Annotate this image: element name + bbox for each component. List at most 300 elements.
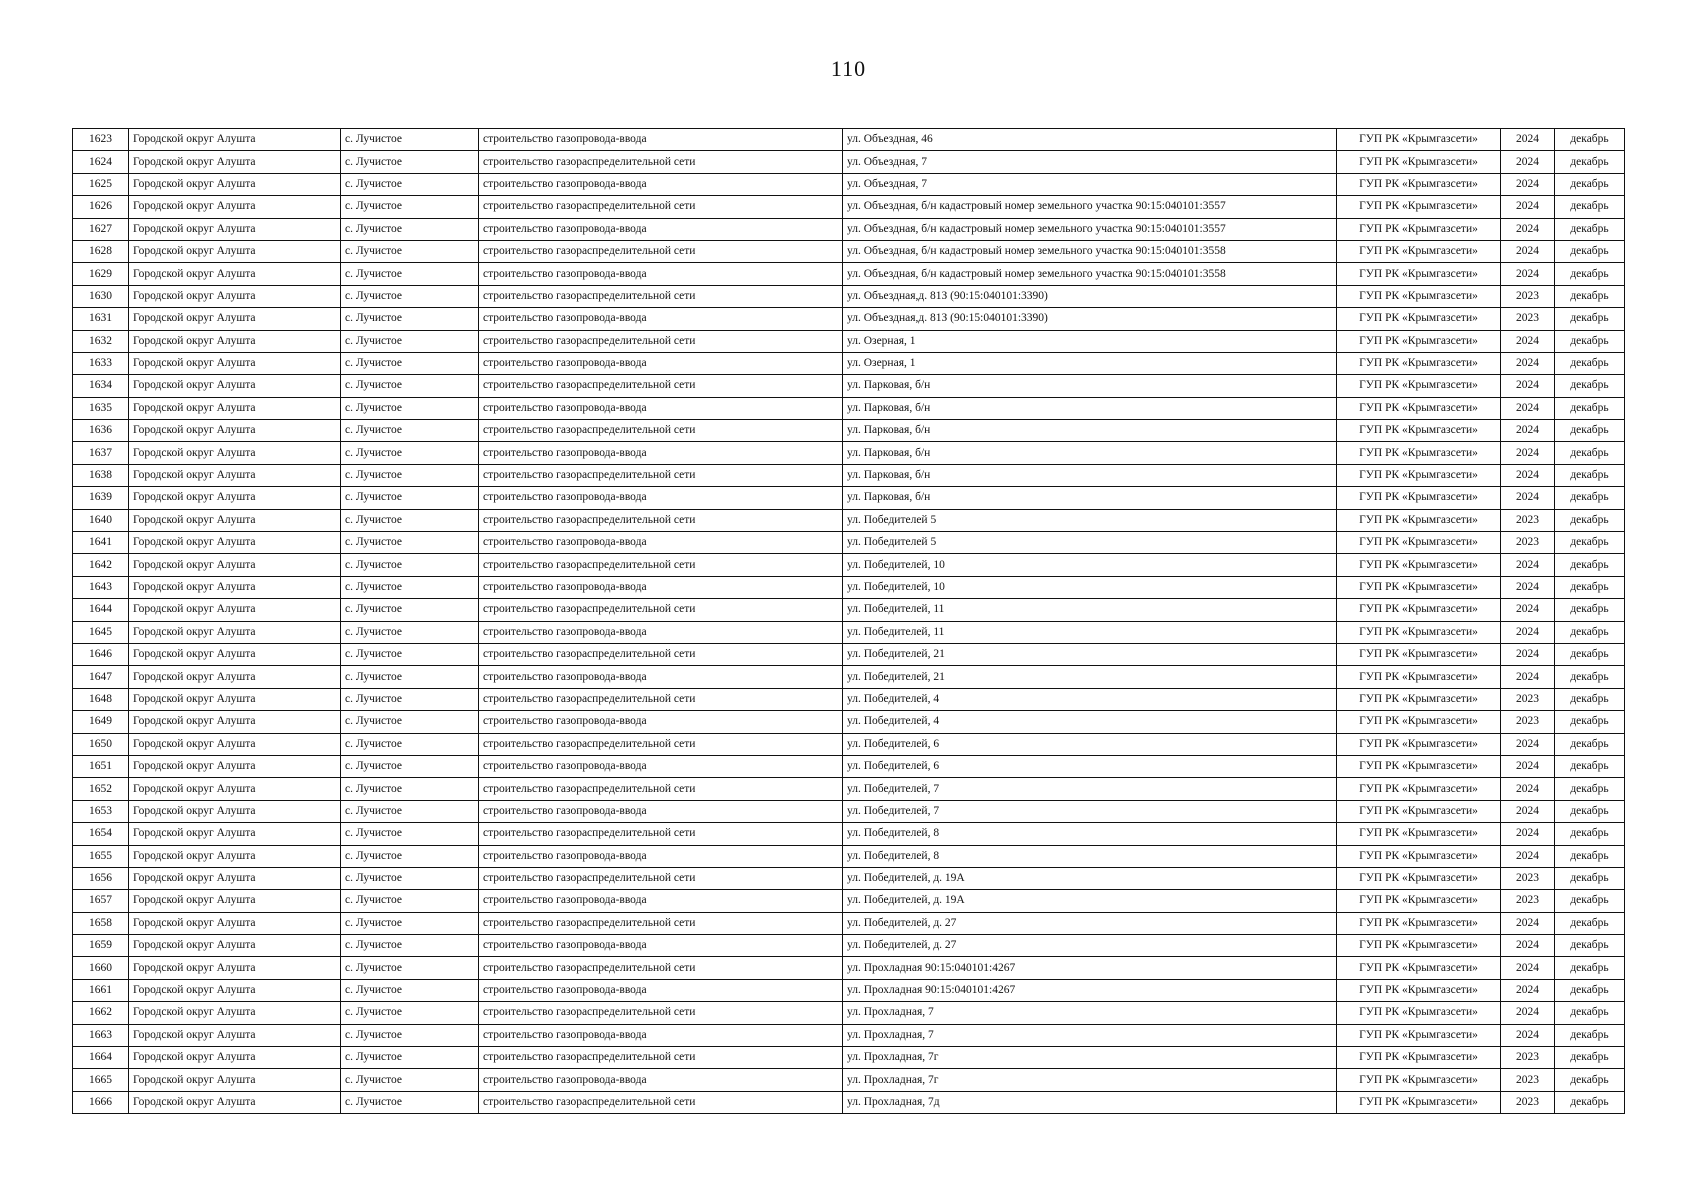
table-row <box>73 621 1625 643</box>
year-cell: 2024 <box>1501 263 1555 285</box>
table-row <box>73 1024 1625 1046</box>
table-row <box>73 979 1625 1001</box>
row-number-cell: 1658 <box>73 912 129 934</box>
work-type-cell: строительство газораспределительной сети <box>479 554 843 576</box>
table-row <box>73 823 1625 845</box>
work-type-cell: строительство газораспределительной сети <box>479 420 843 442</box>
work-type-cell: строительство газораспределительной сети <box>479 464 843 486</box>
month-cell: декабрь <box>1555 711 1625 733</box>
settlement-cell: с. Лучистое <box>341 755 479 777</box>
municipality-cell: Городской округ Алушта <box>129 778 341 800</box>
address-cell: ул. Озерная, 1 <box>843 330 1337 352</box>
municipality-cell: Городской округ Алушта <box>129 979 341 1001</box>
address-cell: ул. Победителей, 8 <box>843 823 1337 845</box>
month-cell: декабрь <box>1555 487 1625 509</box>
table-row <box>73 420 1625 442</box>
organization-cell: ГУП РК «Крымгазсети» <box>1337 576 1501 598</box>
work-type-cell: строительство газопровода-ввода <box>479 397 843 419</box>
row-number-cell: 1628 <box>73 240 129 262</box>
work-type-cell: строительство газораспределительной сети <box>479 1047 843 1069</box>
work-type-cell: строительство газопровода-ввода <box>479 218 843 240</box>
municipality-cell: Городской округ Алушта <box>129 442 341 464</box>
month-cell: декабрь <box>1555 240 1625 262</box>
address-cell: ул. Объездная, б/н кадастровый номер земельного участка 90:15:040101:3558 <box>843 240 1337 262</box>
organization-cell: ГУП РК «Крымгазсети» <box>1337 330 1501 352</box>
table-row <box>73 285 1625 307</box>
organization-cell: ГУП РК «Крымгазсети» <box>1337 845 1501 867</box>
municipality-cell: Городской округ Алушта <box>129 1002 341 1024</box>
table-row <box>73 308 1625 330</box>
organization-cell: ГУП РК «Крымгазсети» <box>1337 599 1501 621</box>
row-number-cell: 1653 <box>73 800 129 822</box>
address-cell: ул. Объездная, 46 <box>843 129 1337 151</box>
organization-cell: ГУП РК «Крымгазсети» <box>1337 442 1501 464</box>
work-type-cell: строительство газораспределительной сети <box>479 1091 843 1113</box>
organization-cell: ГУП РК «Крымгазсети» <box>1337 1002 1501 1024</box>
municipality-cell: Городской округ Алушта <box>129 643 341 665</box>
row-number-cell: 1637 <box>73 442 129 464</box>
organization-cell: ГУП РК «Крымгазсети» <box>1337 1047 1501 1069</box>
municipality-cell: Городской округ Алушта <box>129 1024 341 1046</box>
year-cell: 2024 <box>1501 912 1555 934</box>
settlement-cell: с. Лучистое <box>341 621 479 643</box>
work-type-cell: строительство газораспределительной сети <box>479 509 843 531</box>
month-cell: декабрь <box>1555 1002 1625 1024</box>
work-type-cell: строительство газопровода-ввода <box>479 979 843 1001</box>
year-cell: 2023 <box>1501 688 1555 710</box>
work-type-cell: строительство газопровода-ввода <box>479 532 843 554</box>
municipality-cell: Городской округ Алушта <box>129 1069 341 1091</box>
organization-cell: ГУП РК «Крымгазсети» <box>1337 532 1501 554</box>
year-cell: 2024 <box>1501 823 1555 845</box>
organization-cell: ГУП РК «Крымгазсети» <box>1337 263 1501 285</box>
organization-cell: ГУП РК «Крымгазсети» <box>1337 509 1501 531</box>
address-cell: ул. Победителей, 7 <box>843 778 1337 800</box>
organization-cell: ГУП РК «Крымгазсети» <box>1337 823 1501 845</box>
address-cell: ул. Победителей, 10 <box>843 576 1337 598</box>
table-row <box>73 912 1625 934</box>
register-table <box>72 128 1625 1114</box>
row-number-cell: 1648 <box>73 688 129 710</box>
work-type-cell: строительство газопровода-ввода <box>479 890 843 912</box>
organization-cell: ГУП РК «Крымгазсети» <box>1337 397 1501 419</box>
table-row <box>73 599 1625 621</box>
table-row <box>73 330 1625 352</box>
settlement-cell: с. Лучистое <box>341 912 479 934</box>
year-cell: 2023 <box>1501 509 1555 531</box>
month-cell: декабрь <box>1555 330 1625 352</box>
organization-cell: ГУП РК «Крымгазсети» <box>1337 621 1501 643</box>
row-number-cell: 1652 <box>73 778 129 800</box>
year-cell: 2024 <box>1501 464 1555 486</box>
register-body <box>73 129 1625 1114</box>
address-cell: ул. Прохладная, 7 <box>843 1024 1337 1046</box>
organization-cell: ГУП РК «Крымгазсети» <box>1337 755 1501 777</box>
settlement-cell: с. Лучистое <box>341 129 479 151</box>
month-cell: декабрь <box>1555 308 1625 330</box>
work-type-cell: строительство газопровода-ввода <box>479 755 843 777</box>
address-cell: ул. Победителей, 10 <box>843 554 1337 576</box>
month-cell: декабрь <box>1555 979 1625 1001</box>
work-type-cell: строительство газораспределительной сети <box>479 330 843 352</box>
municipality-cell: Городской округ Алушта <box>129 733 341 755</box>
page-number: 110 <box>830 56 867 81</box>
municipality-cell: Городской округ Алушта <box>129 509 341 531</box>
row-number-cell: 1635 <box>73 397 129 419</box>
settlement-cell: с. Лучистое <box>341 218 479 240</box>
work-type-cell: строительство газопровода-ввода <box>479 666 843 688</box>
row-number-cell: 1630 <box>73 285 129 307</box>
address-cell: ул. Победителей, 6 <box>843 733 1337 755</box>
address-cell: ул. Победителей, 11 <box>843 621 1337 643</box>
organization-cell: ГУП РК «Крымгазсети» <box>1337 711 1501 733</box>
address-cell: ул. Победителей, д. 19А <box>843 867 1337 889</box>
month-cell: декабрь <box>1555 666 1625 688</box>
month-cell: декабрь <box>1555 151 1625 173</box>
row-number-cell: 1632 <box>73 330 129 352</box>
municipality-cell: Городской округ Алушта <box>129 532 341 554</box>
month-cell: декабрь <box>1555 442 1625 464</box>
organization-cell: ГУП РК «Крымгазсети» <box>1337 464 1501 486</box>
row-number-cell: 1661 <box>73 979 129 1001</box>
year-cell: 2024 <box>1501 621 1555 643</box>
table-row <box>73 800 1625 822</box>
settlement-cell: с. Лучистое <box>341 823 479 845</box>
table-row <box>73 196 1625 218</box>
table-row <box>73 218 1625 240</box>
year-cell: 2023 <box>1501 867 1555 889</box>
year-cell: 2024 <box>1501 1002 1555 1024</box>
municipality-cell: Городской округ Алушта <box>129 711 341 733</box>
address-cell: ул. Объездная, 7 <box>843 151 1337 173</box>
settlement-cell: с. Лучистое <box>341 599 479 621</box>
settlement-cell: с. Лучистое <box>341 867 479 889</box>
row-number-cell: 1654 <box>73 823 129 845</box>
month-cell: декабрь <box>1555 957 1625 979</box>
month-cell: декабрь <box>1555 129 1625 151</box>
settlement-cell: с. Лучистое <box>341 487 479 509</box>
month-cell: декабрь <box>1555 733 1625 755</box>
organization-cell: ГУП РК «Крымгазсети» <box>1337 957 1501 979</box>
year-cell: 2024 <box>1501 442 1555 464</box>
table-row <box>73 733 1625 755</box>
work-type-cell: строительство газораспределительной сети <box>479 375 843 397</box>
row-number-cell: 1629 <box>73 263 129 285</box>
address-cell: ул. Объездная, б/н кадастровый номер земельного участка 90:15:040101:3558 <box>843 263 1337 285</box>
table-row <box>73 263 1625 285</box>
organization-cell: ГУП РК «Крымгазсети» <box>1337 420 1501 442</box>
table-row <box>73 576 1625 598</box>
month-cell: декабрь <box>1555 352 1625 374</box>
work-type-cell: строительство газопровода-ввода <box>479 442 843 464</box>
municipality-cell: Городской округ Алушта <box>129 845 341 867</box>
row-number-cell: 1636 <box>73 420 129 442</box>
municipality-cell: Городской округ Алушта <box>129 129 341 151</box>
table-row <box>73 778 1625 800</box>
row-number-cell: 1640 <box>73 509 129 531</box>
year-cell: 2024 <box>1501 1024 1555 1046</box>
table-row <box>73 532 1625 554</box>
settlement-cell: с. Лучистое <box>341 845 479 867</box>
municipality-cell: Городской округ Алушта <box>129 755 341 777</box>
address-cell: ул. Победителей, 21 <box>843 666 1337 688</box>
table-row <box>73 554 1625 576</box>
municipality-cell: Городской округ Алушта <box>129 800 341 822</box>
organization-cell: ГУП РК «Крымгазсети» <box>1337 1024 1501 1046</box>
settlement-cell: с. Лучистое <box>341 554 479 576</box>
month-cell: декабрь <box>1555 218 1625 240</box>
month-cell: декабрь <box>1555 263 1625 285</box>
row-number-cell: 1664 <box>73 1047 129 1069</box>
settlement-cell: с. Лучистое <box>341 643 479 665</box>
table-row <box>73 643 1625 665</box>
municipality-cell: Городской округ Алушта <box>129 935 341 957</box>
row-number-cell: 1631 <box>73 308 129 330</box>
work-type-cell: строительство газораспределительной сети <box>479 196 843 218</box>
row-number-cell: 1625 <box>73 173 129 195</box>
row-number-cell: 1643 <box>73 576 129 598</box>
row-number-cell: 1663 <box>73 1024 129 1046</box>
settlement-cell: с. Лучистое <box>341 688 479 710</box>
row-number-cell: 1659 <box>73 935 129 957</box>
municipality-cell: Городской округ Алушта <box>129 487 341 509</box>
organization-cell: ГУП РК «Крымгазсети» <box>1337 554 1501 576</box>
table-row <box>73 509 1625 531</box>
work-type-cell: строительство газопровода-ввода <box>479 173 843 195</box>
year-cell: 2023 <box>1501 308 1555 330</box>
organization-cell: ГУП РК «Крымгазсети» <box>1337 487 1501 509</box>
work-type-cell: строительство газораспределительной сети <box>479 643 843 665</box>
year-cell: 2023 <box>1501 285 1555 307</box>
year-cell: 2024 <box>1501 240 1555 262</box>
address-cell: ул. Прохладная 90:15:040101:4267 <box>843 957 1337 979</box>
year-cell: 2024 <box>1501 800 1555 822</box>
address-cell: ул. Прохладная, 7г <box>843 1069 1337 1091</box>
work-type-cell: строительство газопровода-ввода <box>479 263 843 285</box>
work-type-cell: строительство газопровода-ввода <box>479 487 843 509</box>
year-cell: 2024 <box>1501 151 1555 173</box>
municipality-cell: Городской округ Алушта <box>129 240 341 262</box>
municipality-cell: Городской округ Алушта <box>129 218 341 240</box>
year-cell: 2024 <box>1501 397 1555 419</box>
month-cell: декабрь <box>1555 778 1625 800</box>
row-number-cell: 1627 <box>73 218 129 240</box>
address-cell: ул. Победителей, д. 19А <box>843 890 1337 912</box>
row-number-cell: 1644 <box>73 599 129 621</box>
municipality-cell: Городской округ Алушта <box>129 823 341 845</box>
table-row <box>73 397 1625 419</box>
municipality-cell: Городской округ Алушта <box>129 688 341 710</box>
year-cell: 2023 <box>1501 1069 1555 1091</box>
settlement-cell: с. Лучистое <box>341 509 479 531</box>
month-cell: декабрь <box>1555 464 1625 486</box>
year-cell: 2023 <box>1501 1091 1555 1113</box>
table-row <box>73 1091 1625 1113</box>
organization-cell: ГУП РК «Крымгазсети» <box>1337 688 1501 710</box>
year-cell: 2024 <box>1501 576 1555 598</box>
month-cell: декабрь <box>1555 1091 1625 1113</box>
row-number-cell: 1655 <box>73 845 129 867</box>
organization-cell: ГУП РК «Крымгазсети» <box>1337 800 1501 822</box>
work-type-cell: строительство газопровода-ввода <box>479 576 843 598</box>
organization-cell: ГУП РК «Крымгазсети» <box>1337 352 1501 374</box>
row-number-cell: 1623 <box>73 129 129 151</box>
row-number-cell: 1651 <box>73 755 129 777</box>
year-cell: 2024 <box>1501 778 1555 800</box>
municipality-cell: Городской округ Алушта <box>129 621 341 643</box>
year-cell: 2024 <box>1501 599 1555 621</box>
address-cell: ул. Объездная,д. 81З (90:15:040101:3390) <box>843 308 1337 330</box>
municipality-cell: Городской округ Алушта <box>129 666 341 688</box>
work-type-cell: строительство газораспределительной сети <box>479 733 843 755</box>
settlement-cell: с. Лучистое <box>341 711 479 733</box>
organization-cell: ГУП РК «Крымгазсети» <box>1337 1091 1501 1113</box>
organization-cell: ГУП РК «Крымгазсети» <box>1337 733 1501 755</box>
month-cell: декабрь <box>1555 688 1625 710</box>
year-cell: 2023 <box>1501 711 1555 733</box>
organization-cell: ГУП РК «Крымгазсети» <box>1337 218 1501 240</box>
municipality-cell: Городской округ Алушта <box>129 890 341 912</box>
year-cell: 2023 <box>1501 890 1555 912</box>
settlement-cell: с. Лучистое <box>341 532 479 554</box>
month-cell: декабрь <box>1555 420 1625 442</box>
year-cell: 2024 <box>1501 643 1555 665</box>
month-cell: декабрь <box>1555 643 1625 665</box>
month-cell: декабрь <box>1555 845 1625 867</box>
month-cell: декабрь <box>1555 1047 1625 1069</box>
settlement-cell: с. Лучистое <box>341 800 479 822</box>
month-cell: декабрь <box>1555 912 1625 934</box>
month-cell: декабрь <box>1555 935 1625 957</box>
address-cell: ул. Объездная, 7 <box>843 173 1337 195</box>
table-row <box>73 240 1625 262</box>
address-cell: ул. Парковая, б/н <box>843 487 1337 509</box>
work-type-cell: строительство газопровода-ввода <box>479 352 843 374</box>
organization-cell: ГУП РК «Крымгазсети» <box>1337 979 1501 1001</box>
address-cell: ул. Объездная, б/н кадастровый номер земельного участка 90:15:040101:3557 <box>843 218 1337 240</box>
year-cell: 2023 <box>1501 532 1555 554</box>
address-cell: ул. Парковая, б/н <box>843 375 1337 397</box>
address-cell: ул. Победителей 5 <box>843 509 1337 531</box>
month-cell: декабрь <box>1555 509 1625 531</box>
month-cell: декабрь <box>1555 375 1625 397</box>
organization-cell: ГУП РК «Крымгазсети» <box>1337 1069 1501 1091</box>
row-number-cell: 1642 <box>73 554 129 576</box>
month-cell: декабрь <box>1555 554 1625 576</box>
work-type-cell: строительство газораспределительной сети <box>479 285 843 307</box>
table-row <box>73 1002 1625 1024</box>
address-cell: ул. Парковая, б/н <box>843 442 1337 464</box>
year-cell: 2024 <box>1501 352 1555 374</box>
organization-cell: ГУП РК «Крымгазсети» <box>1337 129 1501 151</box>
work-type-cell: строительство газораспределительной сети <box>479 240 843 262</box>
settlement-cell: с. Лучистое <box>341 979 479 1001</box>
settlement-cell: с. Лучистое <box>341 1091 479 1113</box>
work-type-cell: строительство газораспределительной сети <box>479 823 843 845</box>
month-cell: декабрь <box>1555 576 1625 598</box>
row-number-cell: 1646 <box>73 643 129 665</box>
month-cell: декабрь <box>1555 1069 1625 1091</box>
work-type-cell: строительство газораспределительной сети <box>479 957 843 979</box>
settlement-cell: с. Лучистое <box>341 330 479 352</box>
month-cell: декабрь <box>1555 867 1625 889</box>
address-cell: ул. Прохладная, 7д <box>843 1091 1337 1113</box>
address-cell: ул. Прохладная, 7 <box>843 1002 1337 1024</box>
year-cell: 2024 <box>1501 755 1555 777</box>
year-cell: 2024 <box>1501 173 1555 195</box>
work-type-cell: строительство газораспределительной сети <box>479 867 843 889</box>
table-row <box>73 867 1625 889</box>
settlement-cell: с. Лучистое <box>341 352 479 374</box>
year-cell: 2024 <box>1501 845 1555 867</box>
table-row <box>73 442 1625 464</box>
municipality-cell: Городской округ Алушта <box>129 420 341 442</box>
work-type-cell: строительство газопровода-ввода <box>479 711 843 733</box>
municipality-cell: Городской округ Алушта <box>129 263 341 285</box>
row-number-cell: 1649 <box>73 711 129 733</box>
settlement-cell: с. Лучистое <box>341 151 479 173</box>
row-number-cell: 1639 <box>73 487 129 509</box>
row-number-cell: 1626 <box>73 196 129 218</box>
address-cell: ул. Парковая, б/н <box>843 420 1337 442</box>
month-cell: декабрь <box>1555 599 1625 621</box>
municipality-cell: Городской округ Алушта <box>129 151 341 173</box>
row-number-cell: 1638 <box>73 464 129 486</box>
year-cell: 2024 <box>1501 957 1555 979</box>
row-number-cell: 1662 <box>73 1002 129 1024</box>
address-cell: ул. Прохладная, 7г <box>843 1047 1337 1069</box>
year-cell: 2024 <box>1501 420 1555 442</box>
month-cell: декабрь <box>1555 800 1625 822</box>
month-cell: декабрь <box>1555 1024 1625 1046</box>
municipality-cell: Городской округ Алушта <box>129 375 341 397</box>
year-cell: 2024 <box>1501 375 1555 397</box>
table-row <box>73 151 1625 173</box>
work-type-cell: строительство газораспределительной сети <box>479 1002 843 1024</box>
settlement-cell: с. Лучистое <box>341 890 479 912</box>
settlement-cell: с. Лучистое <box>341 308 479 330</box>
municipality-cell: Городской округ Алушта <box>129 554 341 576</box>
address-cell: ул. Победителей, д. 27 <box>843 935 1337 957</box>
organization-cell: ГУП РК «Крымгазсети» <box>1337 151 1501 173</box>
work-type-cell: строительство газопровода-ввода <box>479 845 843 867</box>
row-number-cell: 1657 <box>73 890 129 912</box>
municipality-cell: Городской округ Алушта <box>129 173 341 195</box>
organization-cell: ГУП РК «Крымгазсети» <box>1337 867 1501 889</box>
table-row <box>73 464 1625 486</box>
settlement-cell: с. Лучистое <box>341 1069 479 1091</box>
table-row <box>73 890 1625 912</box>
work-type-cell: строительство газораспределительной сети <box>479 599 843 621</box>
organization-cell: ГУП РК «Крымгазсети» <box>1337 173 1501 195</box>
year-cell: 2024 <box>1501 196 1555 218</box>
row-number-cell: 1660 <box>73 957 129 979</box>
month-cell: декабрь <box>1555 173 1625 195</box>
address-cell: ул. Победителей, 11 <box>843 599 1337 621</box>
year-cell: 2023 <box>1501 1047 1555 1069</box>
year-cell: 2024 <box>1501 487 1555 509</box>
organization-cell: ГУП РК «Крымгазсети» <box>1337 285 1501 307</box>
work-type-cell: строительство газораспределительной сети <box>479 778 843 800</box>
settlement-cell: с. Лучистое <box>341 442 479 464</box>
work-type-cell: строительство газопровода-ввода <box>479 129 843 151</box>
municipality-cell: Городской округ Алушта <box>129 1091 341 1113</box>
settlement-cell: с. Лучистое <box>341 397 479 419</box>
settlement-cell: с. Лучистое <box>341 1002 479 1024</box>
settlement-cell: с. Лучистое <box>341 196 479 218</box>
municipality-cell: Городской округ Алушта <box>129 867 341 889</box>
table-row <box>73 1069 1625 1091</box>
